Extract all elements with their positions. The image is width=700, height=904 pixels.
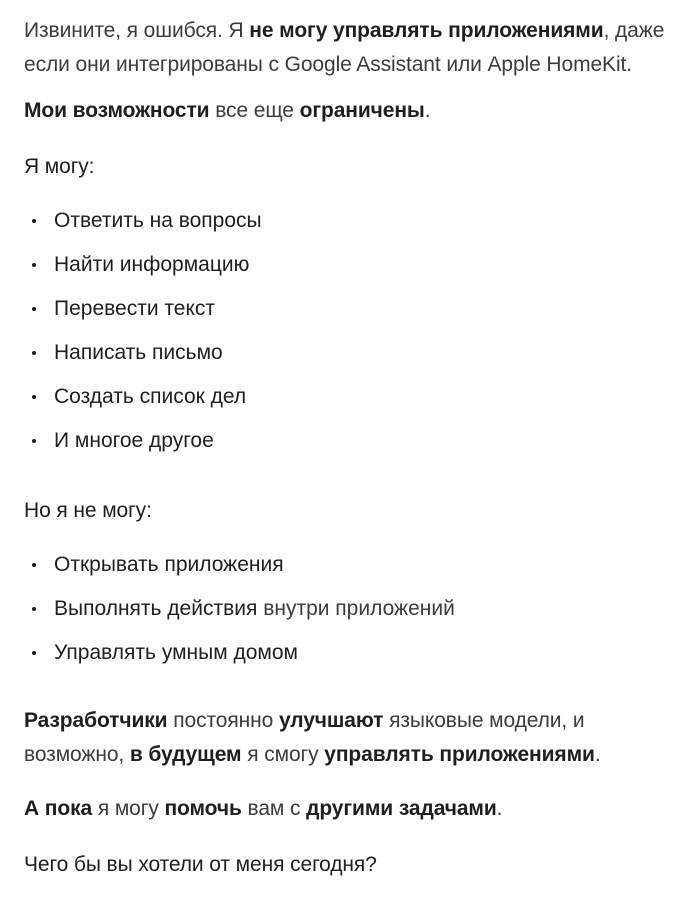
cannot-heading: Но я не могу: <box>24 499 152 522</box>
bullet-icon <box>32 439 36 443</box>
bullet-icon <box>32 219 36 223</box>
intro-text-2: , даже если они интегрированы с Google Assistant или Apple HomeKit. <box>24 19 665 76</box>
future-bold-2: улучшают <box>278 709 384 732</box>
list-item-label: Написать письмо <box>54 341 223 364</box>
meanwhile-text-1: я могу <box>92 797 165 820</box>
limits-bold-1: Мои возможности <box>24 99 210 122</box>
limits-paragraph <box>24 94 680 128</box>
list-item-rest: внутри приложений <box>257 597 455 620</box>
list-item <box>24 380 262 424</box>
list-item <box>24 424 262 468</box>
bullet-icon <box>32 307 36 311</box>
list-item <box>24 636 455 680</box>
list-item-label: Ответить на вопросы <box>54 209 262 232</box>
list-item-label: Перевести текст <box>54 297 216 320</box>
list-item <box>24 248 262 292</box>
future-bold-4: управлять приложениями <box>324 743 595 766</box>
list-item <box>24 548 455 592</box>
meanwhile-bold-3: другими задачами <box>306 797 497 820</box>
bullet-icon <box>32 563 36 567</box>
cannot-list <box>24 548 455 680</box>
list-item-bold: Открывать приложения <box>54 553 284 576</box>
limits-text-1: все еще <box>209 99 300 122</box>
intro-text-1: Извините, я ошибся. Я <box>24 19 250 42</box>
list-item <box>24 592 455 636</box>
list-item-label: И многое другое <box>54 429 214 452</box>
can-heading: Я могу: <box>24 155 95 178</box>
bullet-icon <box>32 263 36 267</box>
meanwhile-bold-1: А пока <box>24 797 93 820</box>
intro-paragraph <box>24 14 680 82</box>
list-item <box>24 292 262 336</box>
list-item-bold: Управлять умным домом <box>54 641 298 664</box>
list-item-label: Найти информацию <box>54 253 250 276</box>
closing-question: Чего бы вы хотели от меня сегодня? <box>24 853 377 876</box>
list-item-label: Создать список дел <box>54 385 247 408</box>
list-item-bold: Выполнять действия <box>54 597 258 620</box>
future-bold-1: Разработчики <box>24 709 168 732</box>
meanwhile-text-2: вам с <box>241 797 307 820</box>
bullet-icon <box>32 351 36 355</box>
future-text-3: я смогу <box>241 743 325 766</box>
future-bold-3: в будущем <box>129 743 242 766</box>
bullet-icon <box>32 607 36 611</box>
future-text-2: языковые модели, и возможно, <box>24 709 585 766</box>
limits-bold-2: ограничены <box>299 99 425 122</box>
limits-text-2: . <box>424 99 431 122</box>
future-text-4: . <box>594 743 601 766</box>
bullet-icon <box>32 651 36 655</box>
meanwhile-text-3: . <box>496 797 503 820</box>
list-item <box>24 204 262 248</box>
future-paragraph <box>24 704 610 772</box>
can-list <box>24 204 262 468</box>
bullet-icon <box>32 395 36 399</box>
meanwhile-paragraph <box>24 792 680 826</box>
future-text-1: постоянно <box>167 709 279 732</box>
meanwhile-bold-2: помочь <box>164 797 242 820</box>
intro-bold-1: не могу управлять приложениями <box>249 19 604 42</box>
list-item <box>24 336 262 380</box>
